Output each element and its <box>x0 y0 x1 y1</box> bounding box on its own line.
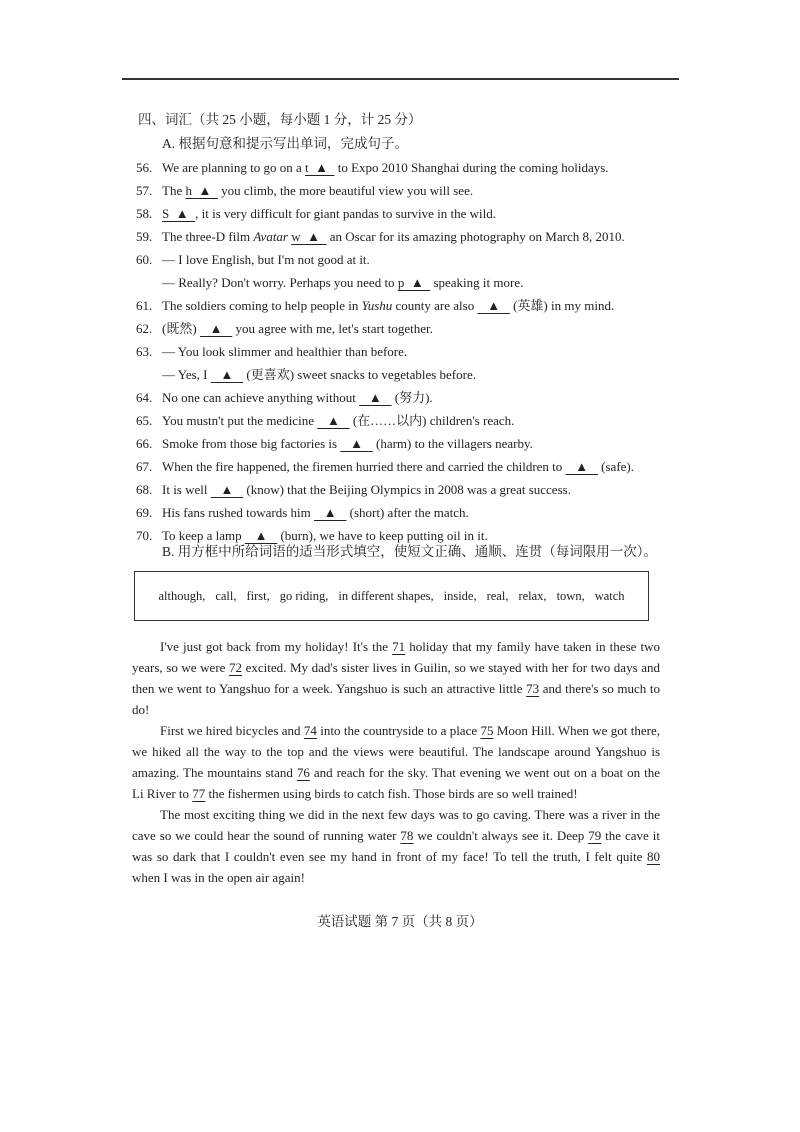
answer-blank: 74 <box>303 723 317 738</box>
question-row <box>136 501 676 524</box>
question-number: 67. <box>136 459 153 474</box>
text-segment: You mustn't put the medicine <box>162 413 318 428</box>
answer-blank: 79 <box>588 828 602 843</box>
question-row <box>136 225 676 248</box>
question-number: 56. <box>136 160 153 175</box>
question-number: 57. <box>136 183 153 198</box>
word-box-item: call, <box>215 588 237 603</box>
answer-blank: S ▲ <box>162 206 196 221</box>
text-segment: the fishermen using birds to catch fish. Those birds are so well trained! <box>205 786 578 801</box>
text-segment: (short) after the match. <box>346 505 469 520</box>
text-segment: No one can achieve anything without <box>162 390 360 405</box>
answer-blank: 75 <box>480 723 494 738</box>
answer-blank: 73 <box>526 681 540 696</box>
text-segment: (safe). <box>597 459 635 474</box>
question-number: 65. <box>136 413 153 428</box>
question-row <box>136 409 676 432</box>
answer-blank: 80 <box>647 849 660 864</box>
text-segment: We are planning to go on a <box>162 160 305 175</box>
word-box <box>134 571 649 621</box>
answer-blank: p ▲ <box>397 275 431 290</box>
page-footer: 英语试题 第 7 页（共 8 页） <box>317 914 483 929</box>
question-row <box>136 386 676 409</box>
text-segment: for a week. <box>270 681 337 696</box>
answer-blank: 71 <box>392 639 406 654</box>
question-row <box>136 179 676 202</box>
question-row <box>136 271 676 294</box>
word-box-item: first, <box>246 588 270 603</box>
text-segment: Yangshuo <box>594 744 647 759</box>
text-segment: Yushu <box>361 298 393 313</box>
question-list <box>136 156 676 547</box>
text-segment: First we hired bicycles and <box>160 723 304 738</box>
answer-blank: ▲ <box>210 482 244 497</box>
question-row <box>136 340 676 363</box>
answer-blank: ▲ <box>317 413 350 428</box>
text-segment: Moon Hill. <box>496 723 555 738</box>
question-row <box>136 455 676 478</box>
text-segment: The <box>162 183 186 198</box>
answer-blank: ▲ <box>314 505 347 520</box>
word-box-item: relax, <box>518 588 547 603</box>
question-number: 70. <box>136 528 153 543</box>
text-segment: (更喜欢) sweet snacks to vegetables before. <box>243 367 476 382</box>
text-segment: When we got there, we hiked all the way to the top and the views were beautiful. The landscape around <box>132 723 661 759</box>
cloze-passage <box>132 636 660 888</box>
answer-blank: w ▲ <box>291 229 327 244</box>
text-segment: The soldiers coming to help people in <box>162 298 362 313</box>
answer-blank: t ▲ <box>305 160 335 175</box>
question-number: 69. <box>136 505 153 520</box>
text-segment: you climb, the more beautiful view you will see. <box>217 183 474 198</box>
text-segment: — You look slimmer and healthier than before. <box>162 344 408 359</box>
text-segment: Yangshuo <box>336 681 388 696</box>
text-segment: (在……以内) children's reach. <box>349 413 515 428</box>
text-segment: — I love English, but I'm not good at it. <box>162 252 370 267</box>
answer-blank: ▲ <box>199 321 233 336</box>
text-segment: into the countryside to a place <box>316 723 481 738</box>
question-number: 58. <box>136 206 153 221</box>
question-row <box>136 294 676 317</box>
word-box-item: in different shapes, <box>338 588 434 603</box>
top-rule <box>122 78 679 80</box>
text-segment: to Expo 2010 Shanghai during the coming holidays. <box>334 160 609 175</box>
text-segment: county are also <box>392 298 478 313</box>
question-number: 61. <box>136 298 153 313</box>
passage-paragraph <box>132 804 660 888</box>
answer-blank: ▲ <box>210 367 244 382</box>
text-segment: His fans rushed towards him <box>162 505 315 520</box>
question-number: 64. <box>136 390 153 405</box>
text-segment: , it is very difficult for giant pandas to survive in the wild. <box>195 206 496 221</box>
answer-blank: 76 <box>296 765 310 780</box>
text-segment: when I was in the open air again! <box>132 870 305 885</box>
answer-blank: 77 <box>192 786 206 801</box>
passage-paragraph <box>132 720 660 804</box>
text-segment: (know) that the Beijing Olympics in 2008 was a great success. <box>243 482 571 497</box>
question-row <box>136 202 676 225</box>
text-segment: When the fire happened, the firemen hurried there and carried the children to <box>162 459 566 474</box>
answer-blank: 72 <box>229 660 243 675</box>
text-segment: an Oscar for its amazing photography on March 8, 2010. <box>326 229 625 244</box>
text-segment: I've just got back from my holiday! It's the <box>160 639 393 654</box>
answer-blank: ▲ <box>340 436 373 451</box>
text-segment: The three-D film <box>162 229 254 244</box>
answer-blank: 78 <box>400 828 414 843</box>
question-row <box>136 478 676 501</box>
text-segment: you agree with me, let's start together. <box>232 321 433 336</box>
question-number: 63. <box>136 344 153 359</box>
text-segment: holiday that my family have taken in these two years, so we were <box>132 639 660 675</box>
answer-blank: h ▲ <box>185 183 218 198</box>
text-segment: — Really? Don't worry. Perhaps you need to <box>162 275 398 290</box>
text-segment: is amazing. The mountains stand <box>132 744 660 780</box>
word-box-item: although, <box>158 588 206 603</box>
text-segment: (努力). <box>391 390 433 405</box>
text-segment: Avatar <box>253 229 288 244</box>
text-segment: — Yes, I <box>162 367 211 382</box>
text-segment: we couldn't always see it. Deep <box>413 828 589 843</box>
text-segment: (burn), we have to keep putting oil in it. <box>277 528 488 543</box>
answer-blank: ▲ <box>477 298 510 313</box>
word-box-item: town, <box>556 588 585 603</box>
answer-blank: ▲ <box>359 390 392 405</box>
question-row <box>136 156 676 179</box>
question-number: 62. <box>136 321 153 336</box>
question-number: 68. <box>136 482 153 497</box>
text-segment: To keep a lamp <box>162 528 245 543</box>
question-row <box>136 363 676 386</box>
text-segment: excited. My dad's sister lives in Guilin, so we stayed with her for two days and then we went to <box>132 660 660 696</box>
text-segment: Smoke from those big factories is <box>162 436 341 451</box>
text-segment: (harm) to the villagers nearby. <box>372 436 533 451</box>
text-segment: is such an attractive little <box>387 681 527 696</box>
question-number: 59. <box>136 229 153 244</box>
text-segment: The most exciting thing we did in the next few days was to go caving. There was a river in the cave so we could hear the sound of running water <box>132 807 660 843</box>
word-box-item: watch <box>594 588 625 603</box>
question-row <box>136 317 676 340</box>
text-segment: (英雄) in my mind. <box>509 298 615 313</box>
text-segment: and reach for the sky. That evening we went out on a boat on the Li River to <box>132 765 660 801</box>
text-segment: the cave it was so dark that I couldn't even see my hand in front of my face! To tell the truth, I felt quite <box>132 828 661 864</box>
answer-blank: ▲ <box>565 459 598 474</box>
answer-blank: ▲ <box>244 528 278 543</box>
text-segment: and there's so much to do! <box>132 681 660 717</box>
word-box-item: inside, <box>443 588 477 603</box>
word-box-item: go riding, <box>279 588 329 603</box>
passage-paragraph <box>132 636 660 720</box>
question-number: 60. <box>136 252 153 267</box>
word-box-item: real, <box>486 588 509 603</box>
part-b-instruction: B. 用方框中所给词语的适当形式填空，使短文正确、通顺、连贯（每词限用一次）。 <box>162 544 658 559</box>
text-segment: It is well <box>162 482 211 497</box>
section-title: 四、词汇（共 25 小题，每小题 1 分，计 25 分） <box>138 112 422 127</box>
text-segment: (既然) <box>162 321 200 336</box>
question-row <box>136 248 676 271</box>
part-a-instruction: A. 根据句意和提示写出单词，完成句子。 <box>162 136 408 151</box>
question-number: 66. <box>136 436 153 451</box>
text-segment: speaking it more. <box>430 275 524 290</box>
question-row <box>136 432 676 455</box>
text-segment: Yangshuo <box>218 681 271 696</box>
